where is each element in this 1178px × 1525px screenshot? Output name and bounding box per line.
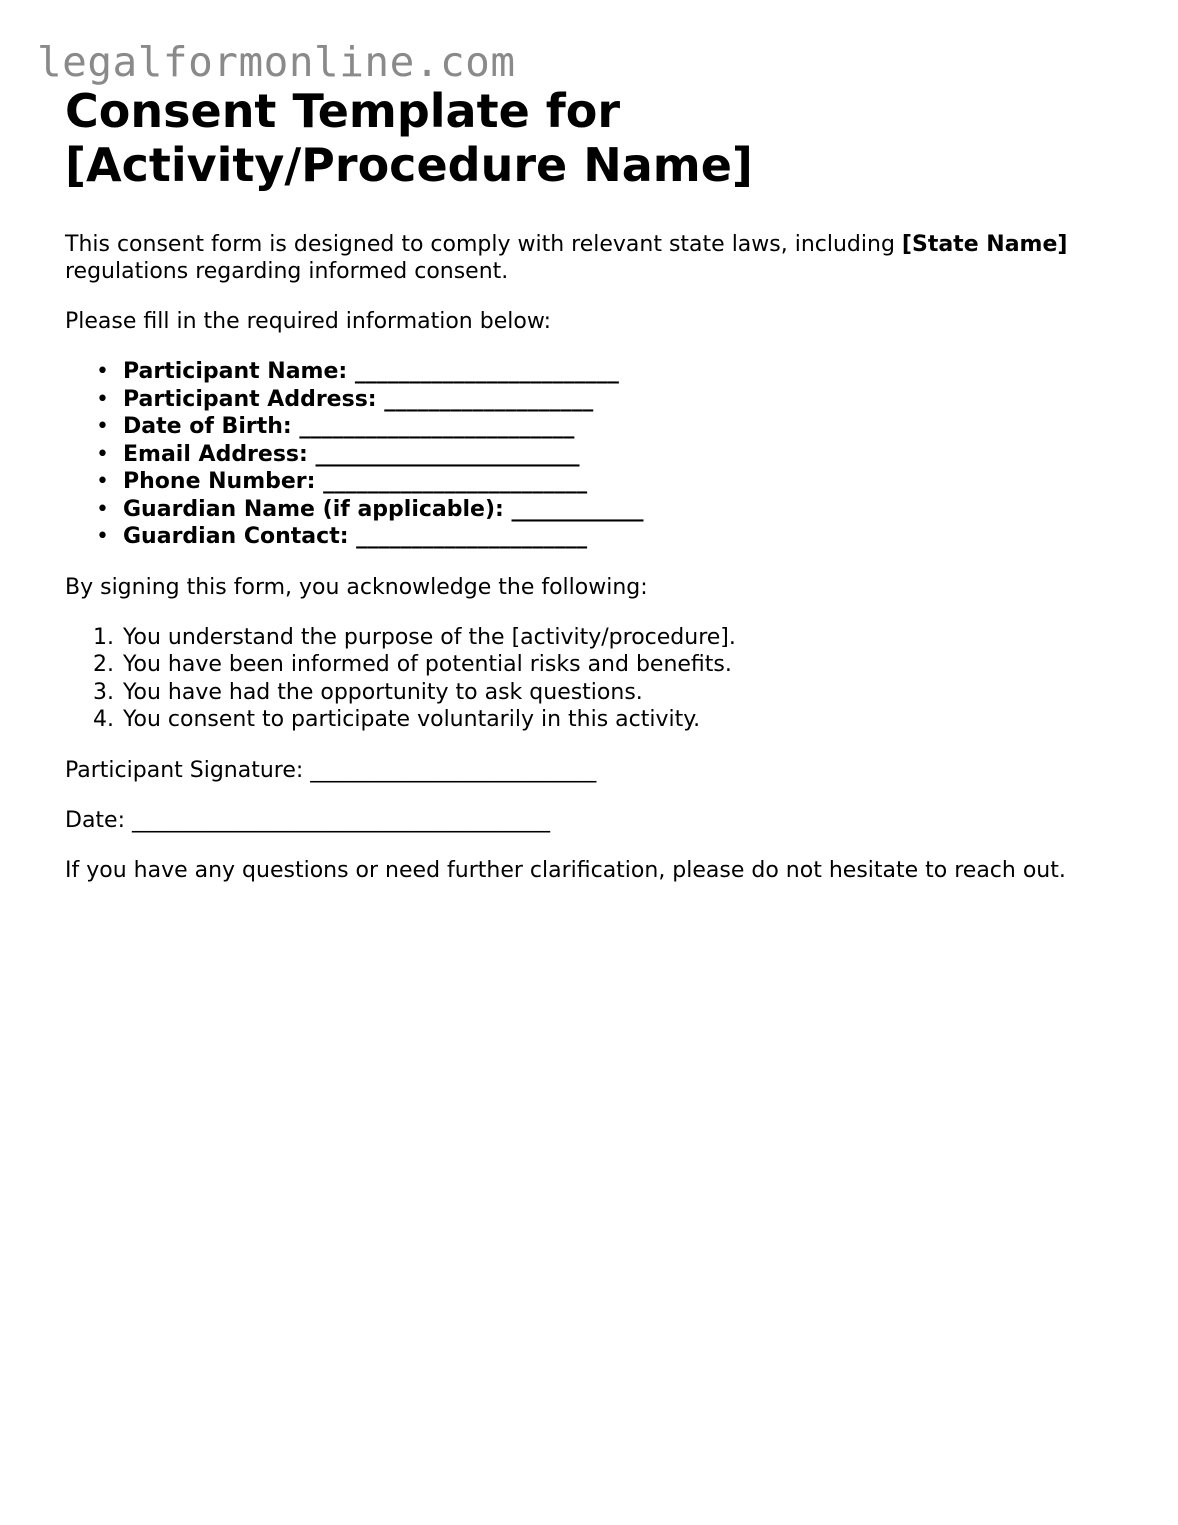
intro-line-2: regulations regarding informed consent.	[65, 259, 509, 284]
item-number: 3.	[93, 679, 114, 705]
title-line-2: [Activity/Procedure Name]	[65, 138, 753, 192]
item-number: 2.	[93, 652, 114, 677]
field-label: Guardian Name (if applicable): ____________	[123, 496, 644, 522]
item-number: 4.	[93, 707, 114, 732]
bullet-icon: •	[96, 359, 109, 384]
participant-signature-line: Participant Signature: __________________________	[65, 757, 597, 783]
intro-text-before: This consent form is designed to comply with relevant state laws, including	[65, 232, 902, 257]
fill-prompt: Please fill in the required information below:	[65, 309, 552, 334]
bullet-icon: •	[96, 414, 109, 439]
acknowledgement-item	[93, 624, 1145, 652]
consent-document	[65, 84, 1145, 884]
item-text: You consent to participate voluntarily in this activity.	[123, 707, 701, 732]
title-line-1: Consent Template for	[65, 84, 621, 138]
bullet-icon: •	[96, 524, 109, 549]
item-text: You understand the purpose of the [activity/procedure].	[123, 624, 736, 650]
bullet-icon: •	[96, 496, 109, 522]
acknowledgement-item	[93, 651, 1145, 679]
field-phone-number	[96, 468, 1145, 496]
date-line: Date: ______________________________________	[65, 807, 550, 833]
item-number: 1.	[93, 624, 114, 650]
intro-paragraph	[65, 231, 1145, 285]
bullet-icon: •	[96, 469, 109, 494]
field-guardian-name	[96, 496, 1145, 524]
intro-line-1	[65, 231, 1145, 258]
field-participant-name	[96, 358, 1145, 386]
site-watermark: legalformonline.com	[37, 38, 516, 86]
required-fields-list	[65, 358, 1145, 551]
bullet-icon: •	[96, 386, 109, 412]
acknowledgement-intro: By signing this form, you acknowledge the following:	[65, 574, 648, 600]
field-guardian-contact	[96, 523, 1145, 551]
field-label: Phone Number: ________________________	[123, 469, 588, 494]
page-title	[65, 84, 1145, 192]
state-name-placeholder: [State Name]	[901, 232, 1068, 257]
acknowledgement-list	[65, 624, 1145, 734]
field-label: Participant Name: ________________________	[123, 359, 619, 384]
acknowledgement-item	[93, 706, 1145, 734]
item-text: You have been informed of potential risks and benefits.	[123, 652, 732, 677]
field-label: Guardian Contact: _____________________	[123, 524, 588, 549]
field-label: Email Address: ________________________	[123, 441, 580, 467]
closing-note: If you have any questions or need further clarification, please do not hesitate to reach out.	[65, 857, 1066, 883]
field-label: Date of Birth: _________________________	[123, 414, 575, 439]
field-label: Participant Address: ___________________	[123, 386, 594, 412]
field-participant-address	[96, 386, 1145, 414]
item-text: You have had the opportunity to ask questions.	[123, 679, 643, 705]
field-email-address	[96, 441, 1145, 469]
field-date-of-birth	[96, 413, 1145, 441]
bullet-icon: •	[96, 441, 109, 467]
acknowledgement-item	[93, 679, 1145, 707]
